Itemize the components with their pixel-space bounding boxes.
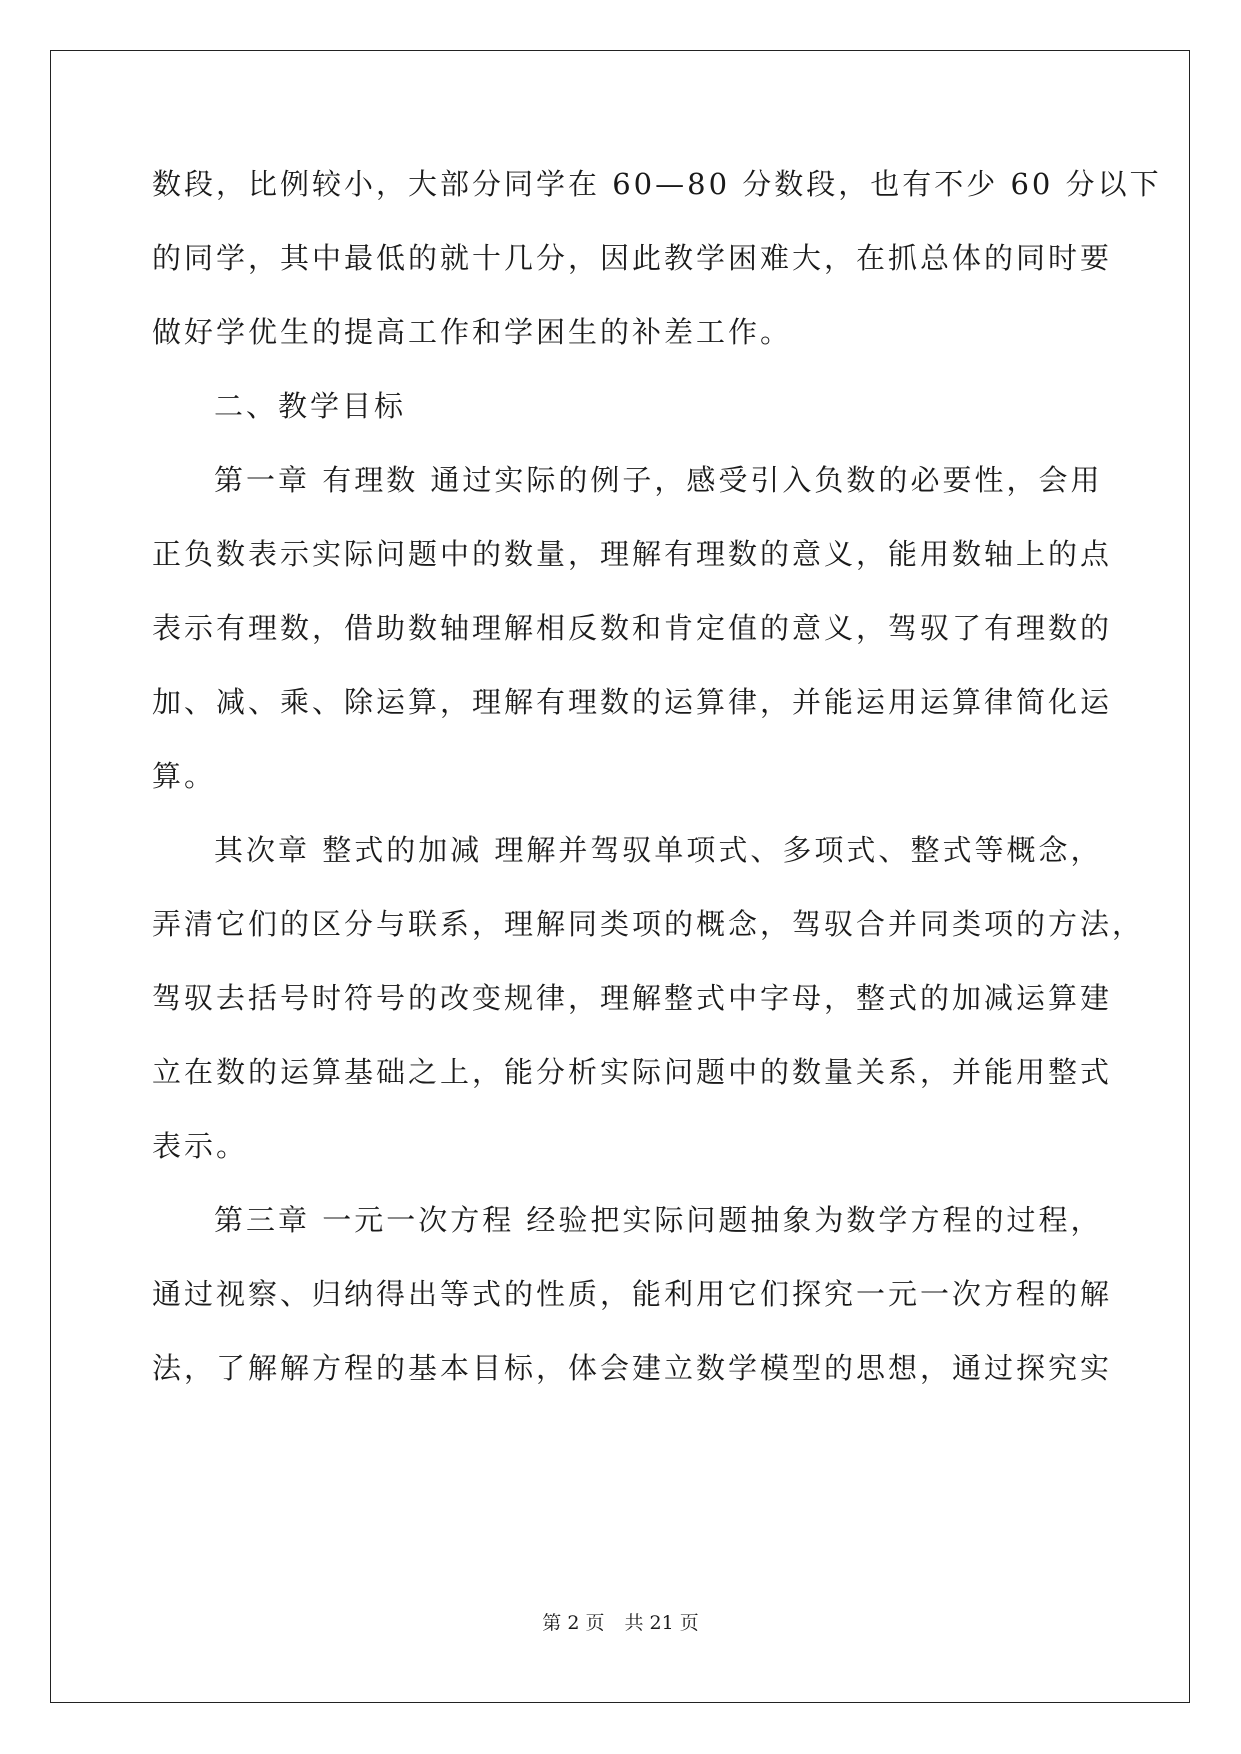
text-line: 的同学，其中最低的就十几分，因此教学困难大，在抓总体的同时要: [152, 241, 1113, 275]
text-line: 通过视察、归纳得出等式的性质，能利用它们探究一元一次方程的解: [152, 1277, 1113, 1311]
text-line: 法，了解解方程的基本目标，体会建立数学模型的思想，通过探究实: [152, 1351, 1113, 1385]
page-number: 第 2 页: [542, 1612, 605, 1634]
text-line: 加、减、乘、除运算，理解有理数的运算律，并能运用运算律简化运: [152, 685, 1113, 719]
page-border: [50, 50, 1190, 1703]
text-line: 做好学优生的提高工作和学困生的补差工作。: [152, 315, 793, 349]
text-line: 表示有理数，借助数轴理解相反数和肯定值的意义，驾驭了有理数的: [152, 611, 1113, 645]
page-total: 共 21 页: [624, 1612, 699, 1634]
page-footer: [0, 1608, 1241, 1635]
text-line: 算。: [152, 759, 217, 793]
text-line: 第一章 有理数 通过实际的例子，感受引入负数的必要性，会用: [214, 463, 1103, 497]
text-line: 数段，比例较小，大部分同学在 60—80 分数段，也有不少 60 分以下: [152, 167, 1162, 201]
text-line: 驾驭去括号时符号的改变规律，理解整式中字母，整式的加减运算建: [152, 981, 1113, 1015]
text-line: 正负数表示实际问题中的数量，理解有理数的意义，能用数轴上的点: [152, 537, 1113, 571]
text-line: 弄清它们的区分与联系，理解同类项的概念，驾驭合并同类项的方法，: [152, 907, 1145, 941]
text-line: 表示。: [152, 1129, 249, 1163]
text-line: 第三章 一元一次方程 经验把实际问题抽象为数学方程的过程，: [214, 1203, 1103, 1237]
text-line: 立在数的运算基础之上，能分析实际问题中的数量关系，并能用整式: [152, 1055, 1113, 1089]
section-heading: 二、教学目标: [214, 389, 407, 423]
text-line: 其次章 整式的加减 理解并驾驭单项式、多项式、整式等概念，: [214, 833, 1103, 867]
